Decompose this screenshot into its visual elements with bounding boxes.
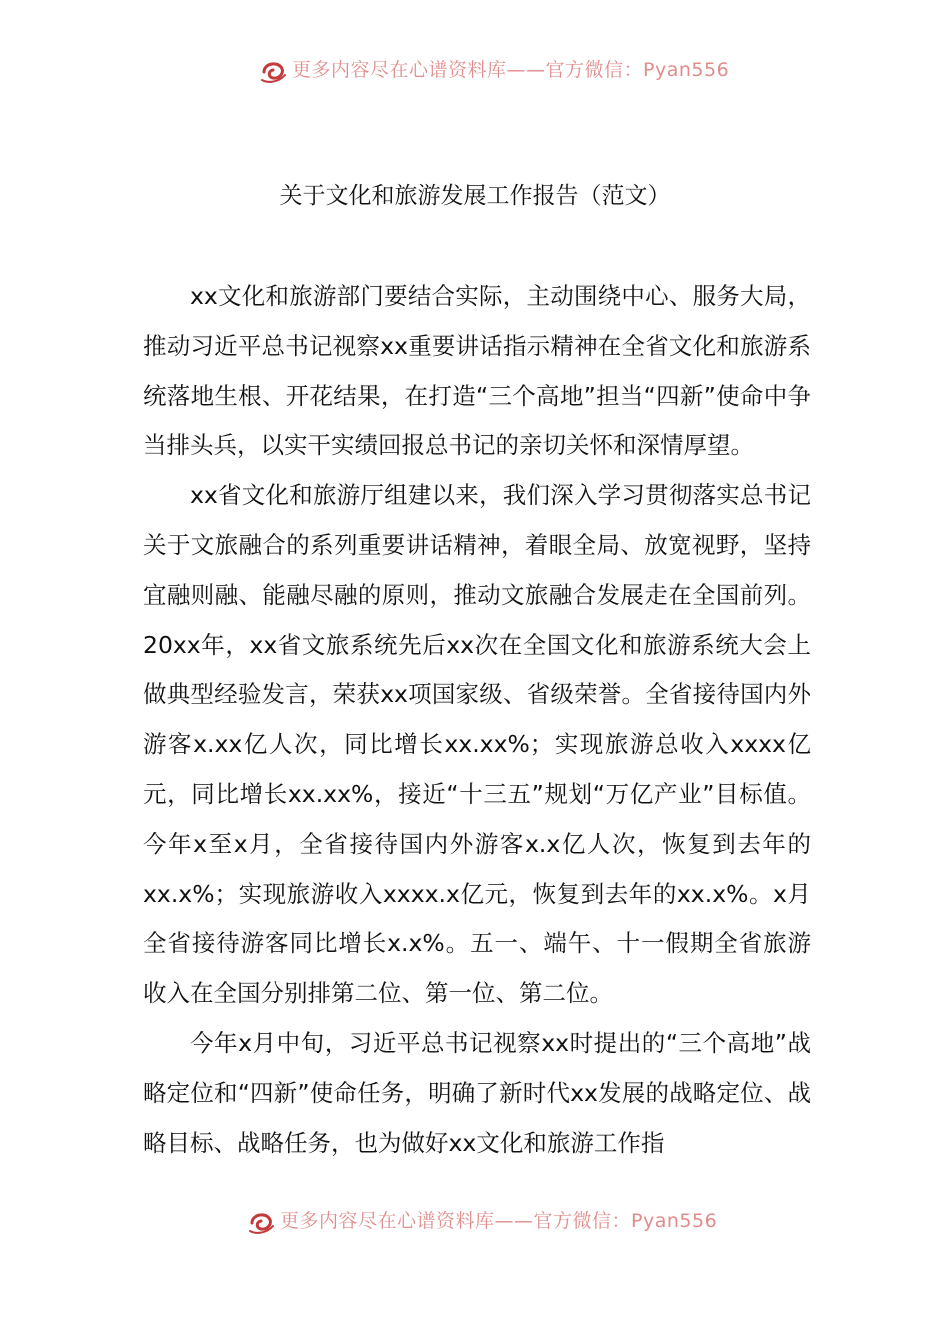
swirl-logo-icon — [246, 1207, 276, 1235]
document-body — [143, 272, 811, 1210]
swirl-logo-icon — [258, 56, 288, 84]
header-watermark — [0, 56, 950, 86]
paragraph: xx文化和旅游部门要结合实际，主动围绕中心、服务大局，推动习近平总书记视察xx重要讲话指示精神在全省文化和旅游系统落地生根、开花结果，在打造“三个高地”担当“四新”使命中争当排头兵，以实干实绩回报总书记的亲切关怀和深情厚望。 — [143, 282, 811, 460]
document-title: 关于文化和旅游发展工作报告（范文） — [279, 183, 671, 209]
footer-watermark — [0, 1207, 950, 1237]
watermark-text: 更多内容尽在心谱资料库——官方微信：Pyan556 — [280, 1210, 718, 1232]
watermark-text: 更多内容尽在心谱资料库——官方微信：Pyan556 — [292, 59, 730, 81]
paragraph: 今年x月中旬，习近平总书记视察xx时提出的“三个高地”战略定位和“四新”使命任务，明确了新时代xx发展的战略定位、战略目标、战略任务，也为做好xx文化和旅游工作指 — [143, 1028, 811, 1157]
paragraph: xx省文化和旅游厅组建以来，我们深入学习贯彻落实总书记关于文旅融合的系列重要讲话精神，着眼全局、放宽视野，坚持宜融则融、能融尽融的原则，推动文旅融合发展走在全国前列。20xx年，xx省文旅系统先后xx次在全国文化和旅游系统大会上做典型经验发言，荣获xx项国家级、省级荣誉。全省接待国内外游客x.xx亿人次，同比增长xx.xx%；实现旅游总收入xxxx亿元，同比增长xx.xx%，接近“十三五”规划“万亿产业”目标值。今年x至x月，全省接待国内外游客x.x亿人次，恢复到去年的xx.x%；实现旅游收入xxxx.x亿元，恢复到去年的xx.x%。x月全省接待游客同比增长x.x%。五一、端午、十一假期全省旅游收入在全国分别排第二位、第一位、第二位。 — [143, 481, 811, 1008]
